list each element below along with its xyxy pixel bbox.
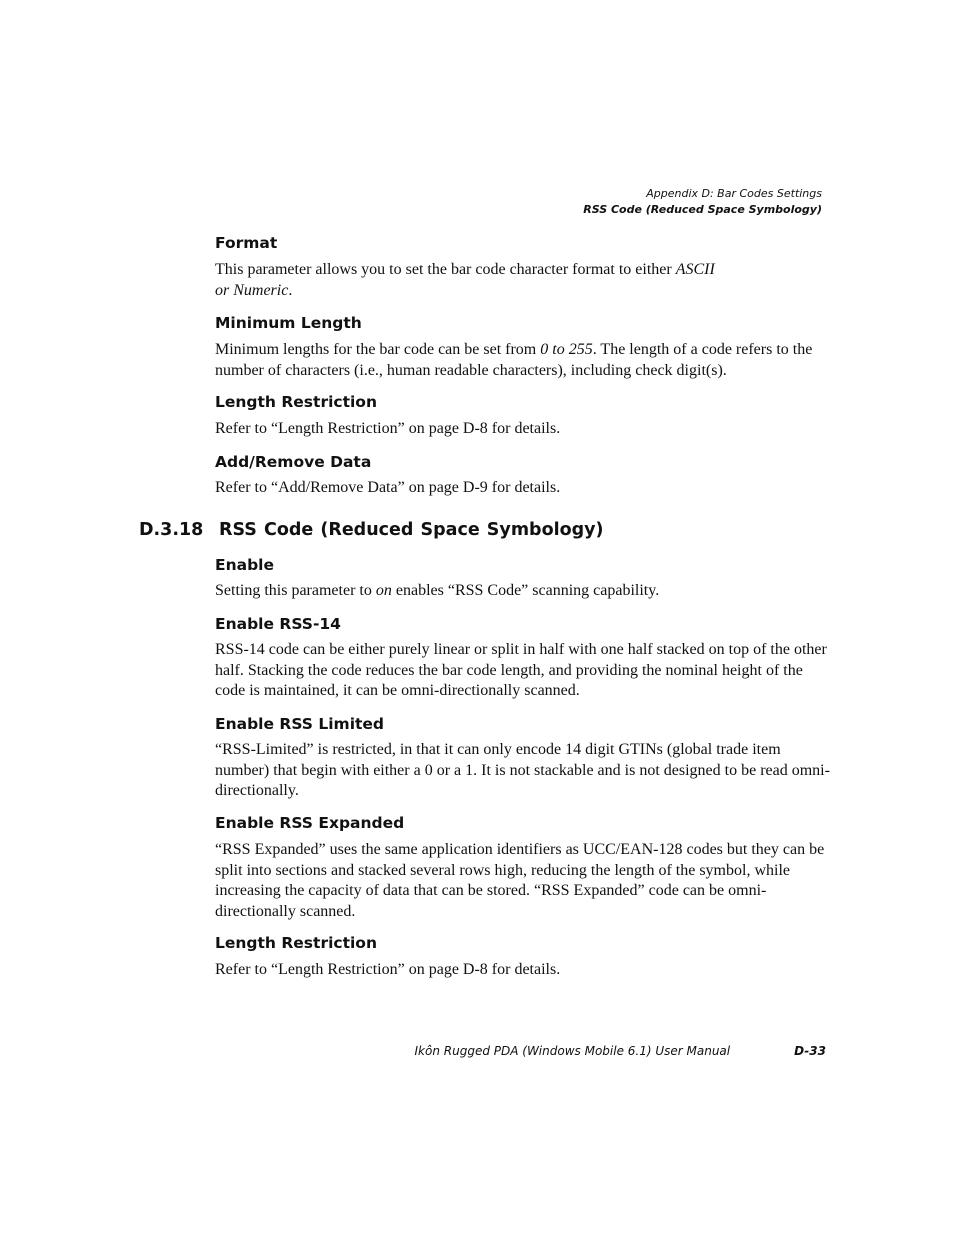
length-restriction-text: Refer to “Length Restriction” on page D-8 for details. xyxy=(215,420,561,437)
min-length-text-before: Minimum lengths for the bar code can be set from xyxy=(215,341,541,358)
format-heading: Format xyxy=(215,234,278,252)
enable-rss14-text: RSS-14 code can be either purely linear or split in half with one half stacked on top of the other half. Stacking the code reduces the bar code length, and providing the nominal height of the code is maintained, it can be omni-directionally scanned. xyxy=(215,641,827,699)
enable-text-after: enables “RSS Code” scanning capability. xyxy=(391,582,660,599)
min-length-range: 0 to 255 xyxy=(540,341,593,358)
format-ascii: ASCII xyxy=(675,261,715,278)
enable-rss-expanded-heading: Enable RSS Expanded xyxy=(215,814,405,832)
length-restriction-heading: Length Restriction xyxy=(215,393,377,411)
format-numeric: or Numeric xyxy=(215,281,289,299)
format-end: . xyxy=(288,281,293,299)
add-remove-heading: Add/Remove Data xyxy=(215,453,372,471)
enable-on: on xyxy=(375,582,392,599)
footer-page-number: D-33 xyxy=(794,1044,826,1058)
enable-rss-limited-heading: Enable RSS Limited xyxy=(215,715,385,733)
enable-heading: Enable xyxy=(215,556,275,574)
section-heading xyxy=(139,519,604,541)
format-paragraph xyxy=(215,260,755,301)
running-header xyxy=(583,186,822,218)
length-restriction-2-heading: Length Restriction xyxy=(215,934,377,952)
running-header-chapter: Appendix D: Bar Codes Settings xyxy=(646,187,822,200)
enable-rss-limited-text: “RSS-Limited” is restricted, in that it can only encode 14 digit GTINs (global trade item number) that begin with either a 0 or a 1. It is not stackable and is not designed to be read omni-directionally. xyxy=(215,741,830,799)
enable-text-before: Setting this parameter to xyxy=(215,582,376,599)
min-length-heading: Minimum Length xyxy=(215,314,362,332)
section-title: RSS Code (Reduced Space Symbology) xyxy=(219,520,604,540)
enable-paragraph xyxy=(215,581,835,602)
length-restriction-2-text: Refer to “Length Restriction” on page D-8 for details. xyxy=(215,961,561,978)
format-text: This parameter allows you to set the bar code character format to either xyxy=(215,261,676,278)
min-length-paragraph xyxy=(215,340,835,381)
section-number: D.3.18 xyxy=(139,520,204,540)
page-footer xyxy=(415,1043,826,1059)
enable-rss14-heading: Enable RSS-14 xyxy=(215,615,341,633)
min-length-text-after: . The length of a code refers to the number of characters (i.e., human readable characters), including check digit(s). xyxy=(215,341,813,379)
running-header-section: RSS Code (Reduced Space Symbology) xyxy=(583,203,822,216)
enable-rss-expanded-text: “RSS Expanded” uses the same application identifiers as UCC/EAN-128 codes but they can be split into sections and stacked several rows high, reducing the length of the symbol, while increasing the capacity of data that can be stored. “RSS Expanded” code can be omni-directionally scanned. xyxy=(215,841,825,920)
add-remove-text: Refer to “Add/Remove Data” on page D-9 for details. xyxy=(215,479,561,496)
footer-manual-title: Ikôn Rugged PDA (Windows Mobile 6.1) User Manual xyxy=(414,1044,731,1058)
